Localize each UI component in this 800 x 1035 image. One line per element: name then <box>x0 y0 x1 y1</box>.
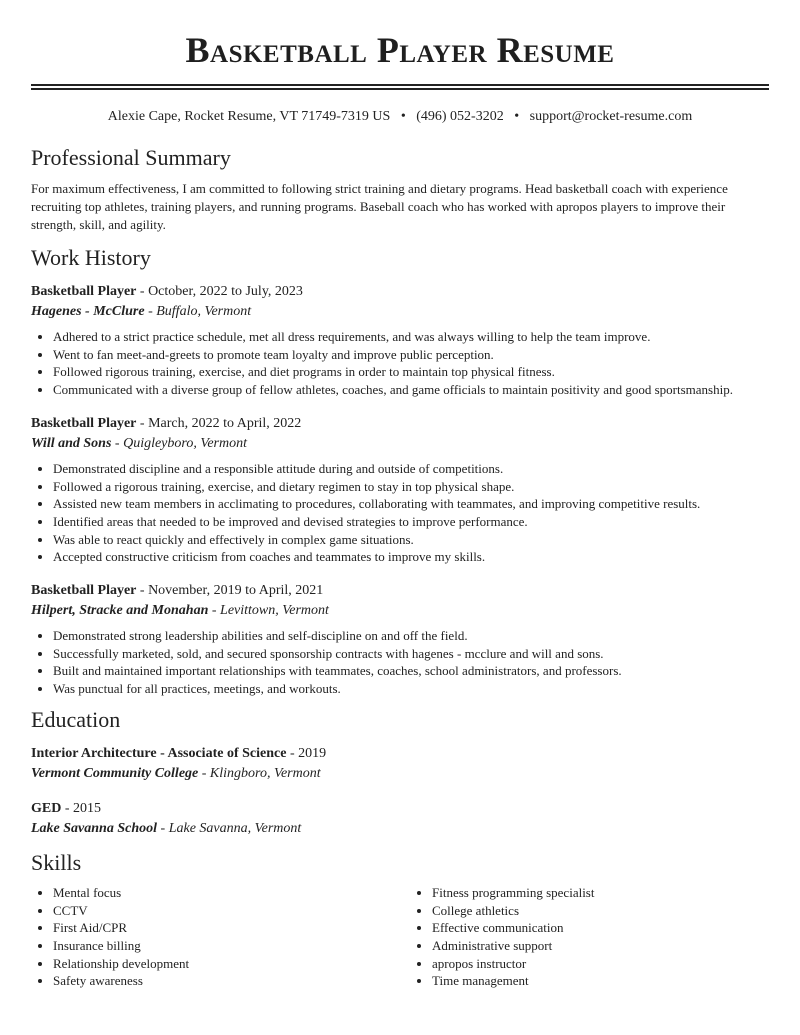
list-item: • Followed a rigorous training, exercise, and dietary regimen to stay in top physical shape. <box>53 478 769 496</box>
skill-item: • College athletics <box>432 902 769 920</box>
job-bullets <box>31 460 769 566</box>
list-item: • Was able to react quickly and effectively in complex game situations. <box>53 531 769 549</box>
list-item: • Communicated with a diverse group of fellow athletes, coaches, and game officials to maintain positivity and good sportsmanship. <box>53 381 769 399</box>
job-company-line: Hilpert, Stracke and Monahan - Levittown, Vermont <box>31 603 329 619</box>
list-item: • Identified areas that needed to be improved and devised strategies to improve performance. <box>53 513 769 531</box>
skill-item: • apropos instructor <box>432 955 769 973</box>
list-item: • Demonstrated discipline and a responsible attitude during and outside of competitions. <box>53 460 769 478</box>
job-title: Basketball Player <box>31 284 137 299</box>
job-entry <box>31 414 769 566</box>
skill-item: • Relationship development <box>53 955 390 973</box>
education-degree-line: GED - 2015 <box>31 800 102 816</box>
education-degree: GED <box>31 800 62 816</box>
education-school: Lake Savanna School <box>31 820 158 836</box>
skill-item: • Safety awareness <box>53 972 390 990</box>
job-company-line: Hagenes - McClure - Buffalo, Vermont <box>31 304 252 319</box>
list-item: • Went to fan meet-and-greets to promote team loyalty and improve public perception. <box>53 346 769 364</box>
education-degree: Interior Architecture - Associate of Science <box>31 745 287 761</box>
job-title-line: Basketball Player - November, 2019 to April, 2021 <box>31 583 324 599</box>
header-divider <box>31 84 769 90</box>
job-entry <box>31 282 769 399</box>
list-item: • Successfully marketed, sold, and secured sponsorship contracts with hagenes - mcclure and will and sons. <box>53 645 769 663</box>
summary-heading: Professional Summary <box>31 145 231 170</box>
education-school-line: Lake Savanna School - Lake Savanna, Vermont <box>31 820 302 836</box>
list-item: • Assisted new team members in acclimating to procedures, collaborating with teammates, and improving competitive results. <box>53 495 769 513</box>
education-location: Lake Savanna, Vermont <box>168 820 302 836</box>
skill-item: • Time management <box>432 972 769 990</box>
skill-item: • Effective communication <box>432 919 769 937</box>
education-entry <box>31 744 769 784</box>
list-item: • Demonstrated strong leadership abilities and self-discipline on and off the field. <box>53 627 769 645</box>
job-company: Will and Sons <box>31 435 112 451</box>
education-entry <box>31 799 769 839</box>
job-location: Buffalo, Vermont <box>156 304 252 319</box>
job-company: Hilpert, Stracke and Monahan <box>31 603 209 619</box>
list-item: • Accepted constructive criticism from coaches and teammates to improve my skills. <box>53 548 769 566</box>
job-title-line: Basketball Player - October, 2022 to July, 2023 <box>31 284 303 299</box>
job-company-line: Will and Sons - Quigleyboro, Vermont <box>31 435 247 451</box>
education-school: Vermont Community College <box>31 765 199 781</box>
page-title: Basketball Player Resume <box>185 30 615 70</box>
skills-heading: Skills <box>31 849 82 875</box>
skill-item: • Administrative support <box>432 937 769 955</box>
education-school-line: Vermont Community College - Klingboro, Vermont <box>31 765 321 781</box>
job-location: Quigleyboro, Vermont <box>123 435 247 451</box>
skill-item: • First Aid/CPR <box>53 919 390 937</box>
skill-item: • Insurance billing <box>53 937 390 955</box>
list-item: • Adhered to a strict practice schedule, met all dress requirements, and was always willing to help the team improve. <box>53 328 769 346</box>
skills-columns <box>31 884 769 990</box>
list-item: • Followed rigorous training, exercise, and diet programs in order to maintain top physical fitness. <box>53 363 769 381</box>
list-item: • Was punctual for all practices, meetings, and workouts. <box>53 680 769 698</box>
job-company: Hagenes - McClure <box>31 304 145 319</box>
summary-text: For maximum effectiveness, I am committed to following strict training and dietary programs. Head basketball coach with experience recruiting top athletes, training players, and running programs. Baseball coach who has worked with apropos players to improve their strength, skill, and agility. <box>31 181 728 232</box>
job-bullets <box>31 627 769 698</box>
education-heading: Education <box>31 706 121 732</box>
job-dates: March, 2022 to April, 2022 <box>148 415 302 431</box>
skill-item: • Mental focus <box>53 884 390 902</box>
job-dates: October, 2022 to July, 2023 <box>148 284 303 299</box>
list-item: • Built and maintained important relationships with teammates, coaches, school administrators, and professors. <box>53 662 769 680</box>
job-bullets <box>31 328 769 399</box>
job-entry <box>31 581 769 698</box>
contact-separator: • <box>400 109 406 124</box>
skills-list-right <box>410 884 769 990</box>
job-title-line: Basketball Player - March, 2022 to April, 2022 <box>31 415 302 431</box>
contact-email[interactable]: support@rocket-resume.com <box>529 109 693 124</box>
work-history-heading: Work History <box>31 245 151 270</box>
skill-item: • Fitness programming specialist <box>432 884 769 902</box>
education-year: 2015 <box>73 800 102 816</box>
contact-address: Alexie Cape, Rocket Resume, VT 71749-7319 US <box>107 109 391 124</box>
skills-list-left <box>31 884 390 990</box>
contact-line <box>31 107 769 127</box>
job-dates: November, 2019 to April, 2021 <box>148 583 324 599</box>
job-title: Basketball Player <box>31 415 137 431</box>
skill-item: • CCTV <box>53 902 390 920</box>
job-title: Basketball Player <box>31 583 137 599</box>
education-year: 2019 <box>298 745 327 761</box>
contact-separator: • <box>514 109 520 124</box>
contact-phone: (496) 052-3202 <box>416 109 504 124</box>
job-location: Levittown, Vermont <box>220 603 329 619</box>
education-degree-line: Interior Architecture - Associate of Science - 2019 <box>31 745 327 761</box>
education-location: Klingboro, Vermont <box>209 765 321 781</box>
